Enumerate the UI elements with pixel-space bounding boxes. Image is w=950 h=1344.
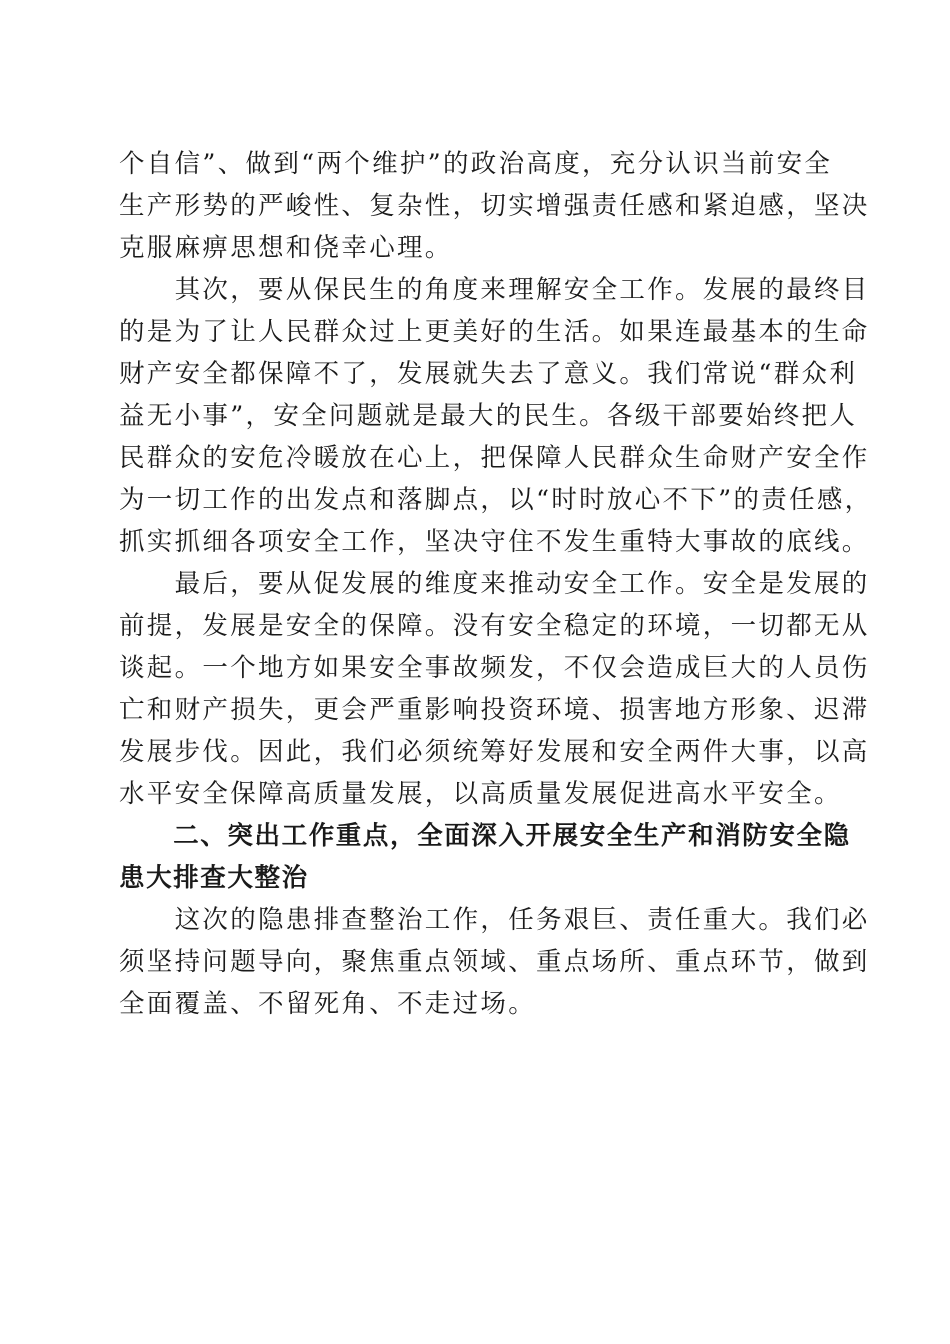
text-line: 最后，要从促发展的维度来推动安全工作。安全是发展的 [119,569,870,599]
text-line: 其次，要从保民生的角度来理解安全工作。发展的最终目 [119,275,870,305]
text-line: 生产形势的严峻性、复杂性，切实增强责任感和紧迫感，坚决 [119,191,870,221]
text-line: 为一切工作的出发点和落脚点，以“时时放心不下”的责任感， [119,485,873,515]
text-line: 民群众的安危冷暖放在心上，把保障人民群众生命财产安全作 [119,443,870,473]
text-line: 抓实抓细各项安全工作，坚决守住不发生重特大事故的底线。 [119,527,870,557]
section-heading [119,815,851,899]
text-line: 克服麻痹思想和侥幸心理。 [119,233,453,263]
paragraph-continuation [119,143,870,269]
document-body [119,143,873,1025]
heading-line: 患大排查大整治 [119,863,309,893]
text-line: 的是为了让人民群众过上更美好的生活。如果连最基本的生命 [119,317,870,347]
text-line: 这次的隐患排查整治工作，任务艰巨、责任重大。我们必 [119,905,870,935]
text-line: 亡和财产损失，更会严重影响投资环境、损害地方形象、迟滞 [119,695,870,725]
text-line: 益无小事”，安全问题就是最大的民生。各级干部要始终把人 [119,401,858,431]
text-line: 全面覆盖、不留死角、不走过场。 [119,989,537,1019]
text-line: 须坚持问题导向，聚焦重点领域、重点场所、重点环节，做到 [119,947,870,977]
text-line: 财产安全都保障不了，发展就失去了意义。我们常说“群众利 [119,359,858,389]
text-line: 个自信”、做到“两个维护”的政治高度，充分认识当前安全 [119,149,833,179]
text-line: 谈起。一个地方如果安全事故频发，不仅会造成巨大的人员伤 [119,653,870,683]
text-line: 前提，发展是安全的保障。没有安全稳定的环境，一切都无从 [119,611,870,641]
text-line: 发展步伐。因此，我们必须统筹好发展和安全两件大事，以高 [119,737,870,767]
paragraph-development [119,563,870,815]
paragraph-inspection [119,899,870,1025]
heading-line: 二、突出工作重点，全面深入开展安全生产和消防安全隐 [119,821,851,851]
paragraph-people-livelihood [119,269,873,563]
text-line: 水平安全保障高质量发展，以高质量发展促进高水平安全。 [119,779,842,809]
